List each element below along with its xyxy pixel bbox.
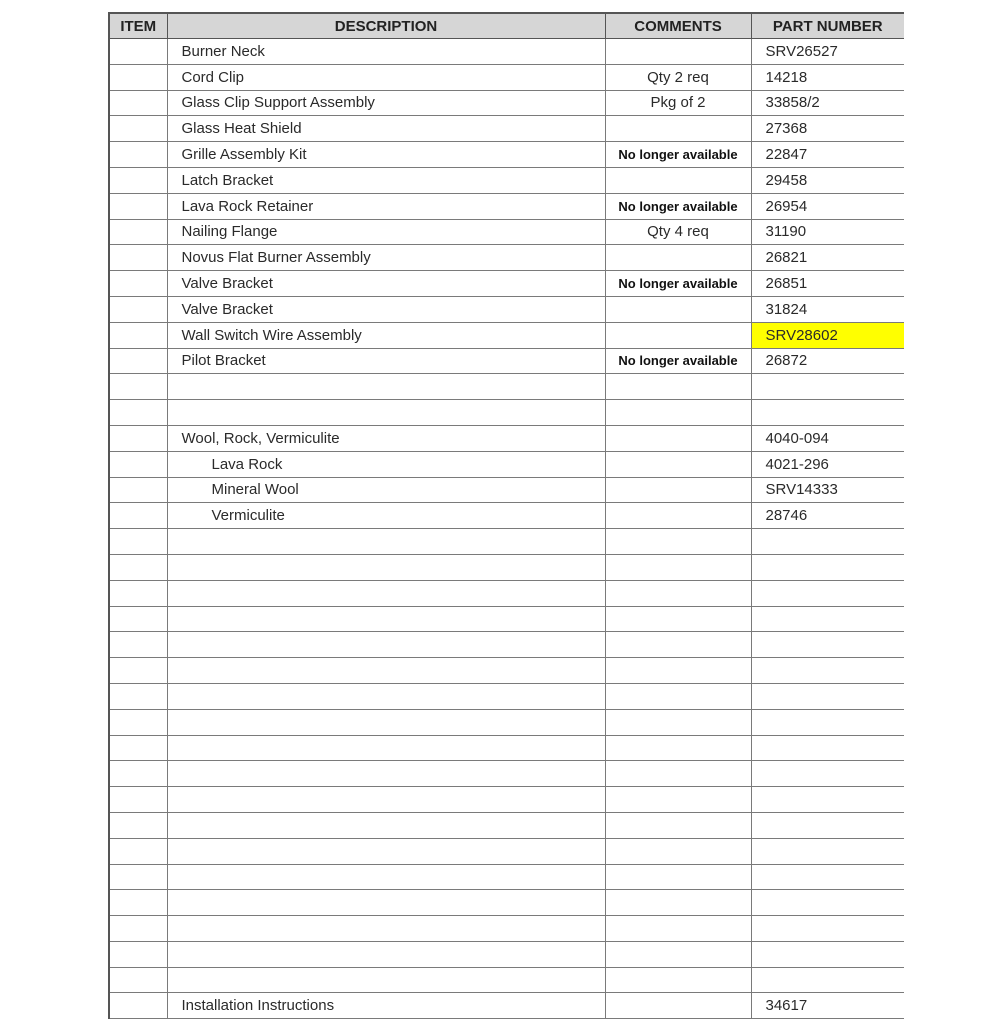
table-row bbox=[109, 890, 904, 916]
item-cell bbox=[109, 554, 167, 580]
description-cell: Pilot Bracket bbox=[167, 348, 605, 374]
table-row bbox=[109, 529, 904, 555]
item-cell bbox=[109, 812, 167, 838]
table-row bbox=[109, 348, 904, 374]
comments-cell bbox=[605, 322, 751, 348]
item-cell bbox=[109, 348, 167, 374]
comments-cell: Qty 2 req bbox=[605, 64, 751, 90]
item-cell bbox=[109, 271, 167, 297]
table-row bbox=[109, 374, 904, 400]
part-number-cell bbox=[751, 864, 904, 890]
part-number-cell bbox=[751, 529, 904, 555]
header-item: ITEM bbox=[109, 13, 167, 39]
part-number-cell bbox=[751, 606, 904, 632]
table-row bbox=[109, 451, 904, 477]
item-cell bbox=[109, 606, 167, 632]
item-cell bbox=[109, 632, 167, 658]
table-row bbox=[109, 993, 904, 1019]
item-cell bbox=[109, 477, 167, 503]
table-row bbox=[109, 116, 904, 142]
part-number-cell bbox=[751, 941, 904, 967]
description-cell: Lava Rock bbox=[167, 451, 605, 477]
comments-cell bbox=[605, 941, 751, 967]
table-row bbox=[109, 761, 904, 787]
part-number-cell: 31190 bbox=[751, 219, 904, 245]
table-row bbox=[109, 967, 904, 993]
description-cell bbox=[167, 735, 605, 761]
header-description: DESCRIPTION bbox=[167, 13, 605, 39]
description-cell: Mineral Wool bbox=[167, 477, 605, 503]
comments-cell bbox=[605, 374, 751, 400]
part-number-cell: SRV26527 bbox=[751, 39, 904, 65]
part-number-cell bbox=[751, 709, 904, 735]
item-cell bbox=[109, 90, 167, 116]
description-cell bbox=[167, 787, 605, 813]
part-number-cell: 26954 bbox=[751, 193, 904, 219]
description-cell bbox=[167, 941, 605, 967]
item-cell bbox=[109, 735, 167, 761]
comments-cell bbox=[605, 890, 751, 916]
part-number-cell bbox=[751, 683, 904, 709]
comments-cell bbox=[605, 812, 751, 838]
description-cell bbox=[167, 864, 605, 890]
parts-list-sheet bbox=[108, 12, 903, 1019]
comments-cell bbox=[605, 167, 751, 193]
description-cell bbox=[167, 580, 605, 606]
table-row bbox=[109, 296, 904, 322]
part-number-cell: 29458 bbox=[751, 167, 904, 193]
comments-cell bbox=[605, 864, 751, 890]
comments-cell bbox=[605, 503, 751, 529]
table-row bbox=[109, 709, 904, 735]
description-cell bbox=[167, 529, 605, 555]
table-row bbox=[109, 787, 904, 813]
header-part-number: PART NUMBER bbox=[751, 13, 904, 39]
part-number-cell: 14218 bbox=[751, 64, 904, 90]
description-cell: Lava Rock Retainer bbox=[167, 193, 605, 219]
comments-cell: Pkg of 2 bbox=[605, 90, 751, 116]
comments-cell bbox=[605, 993, 751, 1019]
part-number-cell: 27368 bbox=[751, 116, 904, 142]
comments-cell bbox=[605, 477, 751, 503]
table-row bbox=[109, 838, 904, 864]
table-row bbox=[109, 941, 904, 967]
item-cell bbox=[109, 425, 167, 451]
part-number-cell: 33858/2 bbox=[751, 90, 904, 116]
comments-cell bbox=[605, 39, 751, 65]
comments-cell bbox=[605, 116, 751, 142]
part-number-cell: 4021-296 bbox=[751, 451, 904, 477]
table-row bbox=[109, 735, 904, 761]
comments-cell: No longer available bbox=[605, 193, 751, 219]
part-number-cell: 22847 bbox=[751, 142, 904, 168]
item-cell bbox=[109, 193, 167, 219]
part-number-cell: 34617 bbox=[751, 993, 904, 1019]
comments-cell bbox=[605, 554, 751, 580]
table-row bbox=[109, 864, 904, 890]
item-cell bbox=[109, 967, 167, 993]
description-cell: Novus Flat Burner Assembly bbox=[167, 245, 605, 271]
description-cell bbox=[167, 683, 605, 709]
item-cell bbox=[109, 322, 167, 348]
item-cell bbox=[109, 503, 167, 529]
description-cell bbox=[167, 400, 605, 426]
comments-cell bbox=[605, 709, 751, 735]
item-cell bbox=[109, 709, 167, 735]
description-cell bbox=[167, 967, 605, 993]
table-header-row bbox=[109, 13, 904, 39]
part-number-cell: 26872 bbox=[751, 348, 904, 374]
description-cell bbox=[167, 632, 605, 658]
item-cell bbox=[109, 116, 167, 142]
item-cell bbox=[109, 658, 167, 684]
table-row bbox=[109, 219, 904, 245]
item-cell bbox=[109, 787, 167, 813]
table-row bbox=[109, 90, 904, 116]
description-cell bbox=[167, 554, 605, 580]
comments-cell bbox=[605, 787, 751, 813]
description-cell: Wall Switch Wire Assembly bbox=[167, 322, 605, 348]
item-cell bbox=[109, 683, 167, 709]
description-cell bbox=[167, 890, 605, 916]
item-cell bbox=[109, 167, 167, 193]
item-cell bbox=[109, 864, 167, 890]
item-cell bbox=[109, 142, 167, 168]
comments-cell bbox=[605, 683, 751, 709]
description-cell: Cord Clip bbox=[167, 64, 605, 90]
description-cell bbox=[167, 374, 605, 400]
description-cell: Latch Bracket bbox=[167, 167, 605, 193]
part-number-cell bbox=[751, 554, 904, 580]
description-cell: Vermiculite bbox=[167, 503, 605, 529]
part-number-cell bbox=[751, 632, 904, 658]
description-cell: Grille Assembly Kit bbox=[167, 142, 605, 168]
comments-cell bbox=[605, 451, 751, 477]
item-cell bbox=[109, 941, 167, 967]
comments-cell bbox=[605, 761, 751, 787]
table-row bbox=[109, 400, 904, 426]
table-row bbox=[109, 580, 904, 606]
parts-table bbox=[108, 12, 904, 1019]
item-cell bbox=[109, 993, 167, 1019]
table-row bbox=[109, 683, 904, 709]
item-cell bbox=[109, 761, 167, 787]
table-row bbox=[109, 64, 904, 90]
comments-cell bbox=[605, 916, 751, 942]
description-cell: Installation Instructions bbox=[167, 993, 605, 1019]
comments-cell: No longer available bbox=[605, 348, 751, 374]
description-cell bbox=[167, 709, 605, 735]
comments-cell bbox=[605, 632, 751, 658]
description-cell: Nailing Flange bbox=[167, 219, 605, 245]
description-cell bbox=[167, 812, 605, 838]
description-cell bbox=[167, 606, 605, 632]
table-body bbox=[109, 39, 904, 1019]
table-row bbox=[109, 632, 904, 658]
table-row bbox=[109, 39, 904, 65]
part-number-cell bbox=[751, 967, 904, 993]
comments-cell bbox=[605, 580, 751, 606]
part-number-cell: SRV28602 bbox=[751, 322, 904, 348]
item-cell bbox=[109, 219, 167, 245]
table-row bbox=[109, 658, 904, 684]
item-cell bbox=[109, 890, 167, 916]
comments-cell bbox=[605, 296, 751, 322]
description-cell: Valve Bracket bbox=[167, 296, 605, 322]
part-number-cell bbox=[751, 735, 904, 761]
part-number-cell bbox=[751, 838, 904, 864]
comments-cell bbox=[605, 838, 751, 864]
comments-cell: Qty 4 req bbox=[605, 219, 751, 245]
comments-cell bbox=[605, 529, 751, 555]
part-number-cell bbox=[751, 890, 904, 916]
part-number-cell bbox=[751, 787, 904, 813]
table-row bbox=[109, 193, 904, 219]
table-row bbox=[109, 503, 904, 529]
description-cell bbox=[167, 916, 605, 942]
part-number-cell bbox=[751, 916, 904, 942]
description-cell: Burner Neck bbox=[167, 39, 605, 65]
part-number-cell: SRV14333 bbox=[751, 477, 904, 503]
table-row bbox=[109, 271, 904, 297]
part-number-cell: 28746 bbox=[751, 503, 904, 529]
table-row bbox=[109, 477, 904, 503]
part-number-cell bbox=[751, 812, 904, 838]
table-row bbox=[109, 554, 904, 580]
table-row bbox=[109, 812, 904, 838]
table-row bbox=[109, 322, 904, 348]
comments-cell bbox=[605, 735, 751, 761]
part-number-cell: 4040-094 bbox=[751, 425, 904, 451]
item-cell bbox=[109, 400, 167, 426]
item-cell bbox=[109, 529, 167, 555]
comments-cell: No longer available bbox=[605, 142, 751, 168]
description-cell: Wool, Rock, Vermiculite bbox=[167, 425, 605, 451]
part-number-cell bbox=[751, 580, 904, 606]
part-number-cell: 31824 bbox=[751, 296, 904, 322]
table-row bbox=[109, 425, 904, 451]
part-number-cell: 26821 bbox=[751, 245, 904, 271]
comments-cell bbox=[605, 425, 751, 451]
part-number-cell: 26851 bbox=[751, 271, 904, 297]
description-cell: Glass Clip Support Assembly bbox=[167, 90, 605, 116]
table-row bbox=[109, 142, 904, 168]
table-row bbox=[109, 167, 904, 193]
comments-cell bbox=[605, 400, 751, 426]
table-row bbox=[109, 606, 904, 632]
header-comments: COMMENTS bbox=[605, 13, 751, 39]
description-cell bbox=[167, 761, 605, 787]
item-cell bbox=[109, 580, 167, 606]
item-cell bbox=[109, 64, 167, 90]
comments-cell bbox=[605, 606, 751, 632]
description-cell bbox=[167, 658, 605, 684]
table-row bbox=[109, 916, 904, 942]
part-number-cell bbox=[751, 658, 904, 684]
item-cell bbox=[109, 374, 167, 400]
table-row bbox=[109, 245, 904, 271]
item-cell bbox=[109, 451, 167, 477]
description-cell: Glass Heat Shield bbox=[167, 116, 605, 142]
item-cell bbox=[109, 245, 167, 271]
comments-cell: No longer available bbox=[605, 271, 751, 297]
description-cell: Valve Bracket bbox=[167, 271, 605, 297]
comments-cell bbox=[605, 658, 751, 684]
part-number-cell bbox=[751, 761, 904, 787]
item-cell bbox=[109, 39, 167, 65]
description-cell bbox=[167, 838, 605, 864]
comments-cell bbox=[605, 967, 751, 993]
comments-cell bbox=[605, 245, 751, 271]
item-cell bbox=[109, 838, 167, 864]
item-cell bbox=[109, 296, 167, 322]
part-number-cell bbox=[751, 400, 904, 426]
part-number-cell bbox=[751, 374, 904, 400]
item-cell bbox=[109, 916, 167, 942]
